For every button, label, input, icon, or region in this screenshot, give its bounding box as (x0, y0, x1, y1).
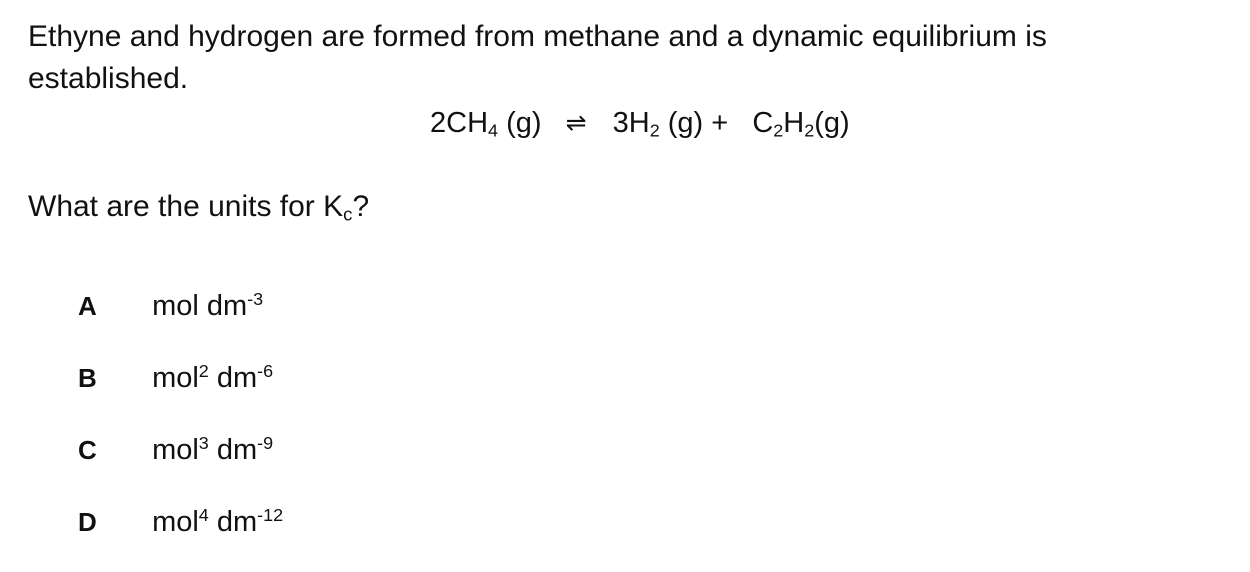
product-ethyne: $C_2H_2(g)$ (752, 107, 850, 141)
chemical-equation (430, 104, 850, 143)
answer-option-b[interactable] (78, 358, 478, 398)
answer-option-c[interactable] (78, 430, 478, 470)
option-letter: D (78, 507, 97, 537)
option-text: mol$^3$ $dm^{-9}$ (152, 433, 274, 466)
question-prompt: What are the units for $K_c$? (28, 190, 370, 225)
option-letter: C (78, 435, 97, 465)
option-letter: B (78, 363, 97, 393)
option-text: mol$^2$ $dm^{-6}$ (152, 361, 274, 394)
option-letter: A (78, 291, 97, 321)
reactant-methane: $2CH_4$ (g) (430, 107, 542, 141)
product-hydrogen: $3H_2$ (g) + (612, 107, 729, 141)
equilibrium-arrow-icon: ⇌ (565, 109, 587, 137)
answer-option-d[interactable] (78, 502, 478, 542)
question-stem: Ethyne and hydrogen are formed from methane and a dynamic equilibrium is established. (28, 20, 1047, 95)
option-text: mol$^4$ $dm^{-12}$ (152, 505, 284, 538)
option-text: mol $dm^{-3}$ (152, 289, 264, 322)
answer-option-a[interactable] (78, 286, 478, 326)
